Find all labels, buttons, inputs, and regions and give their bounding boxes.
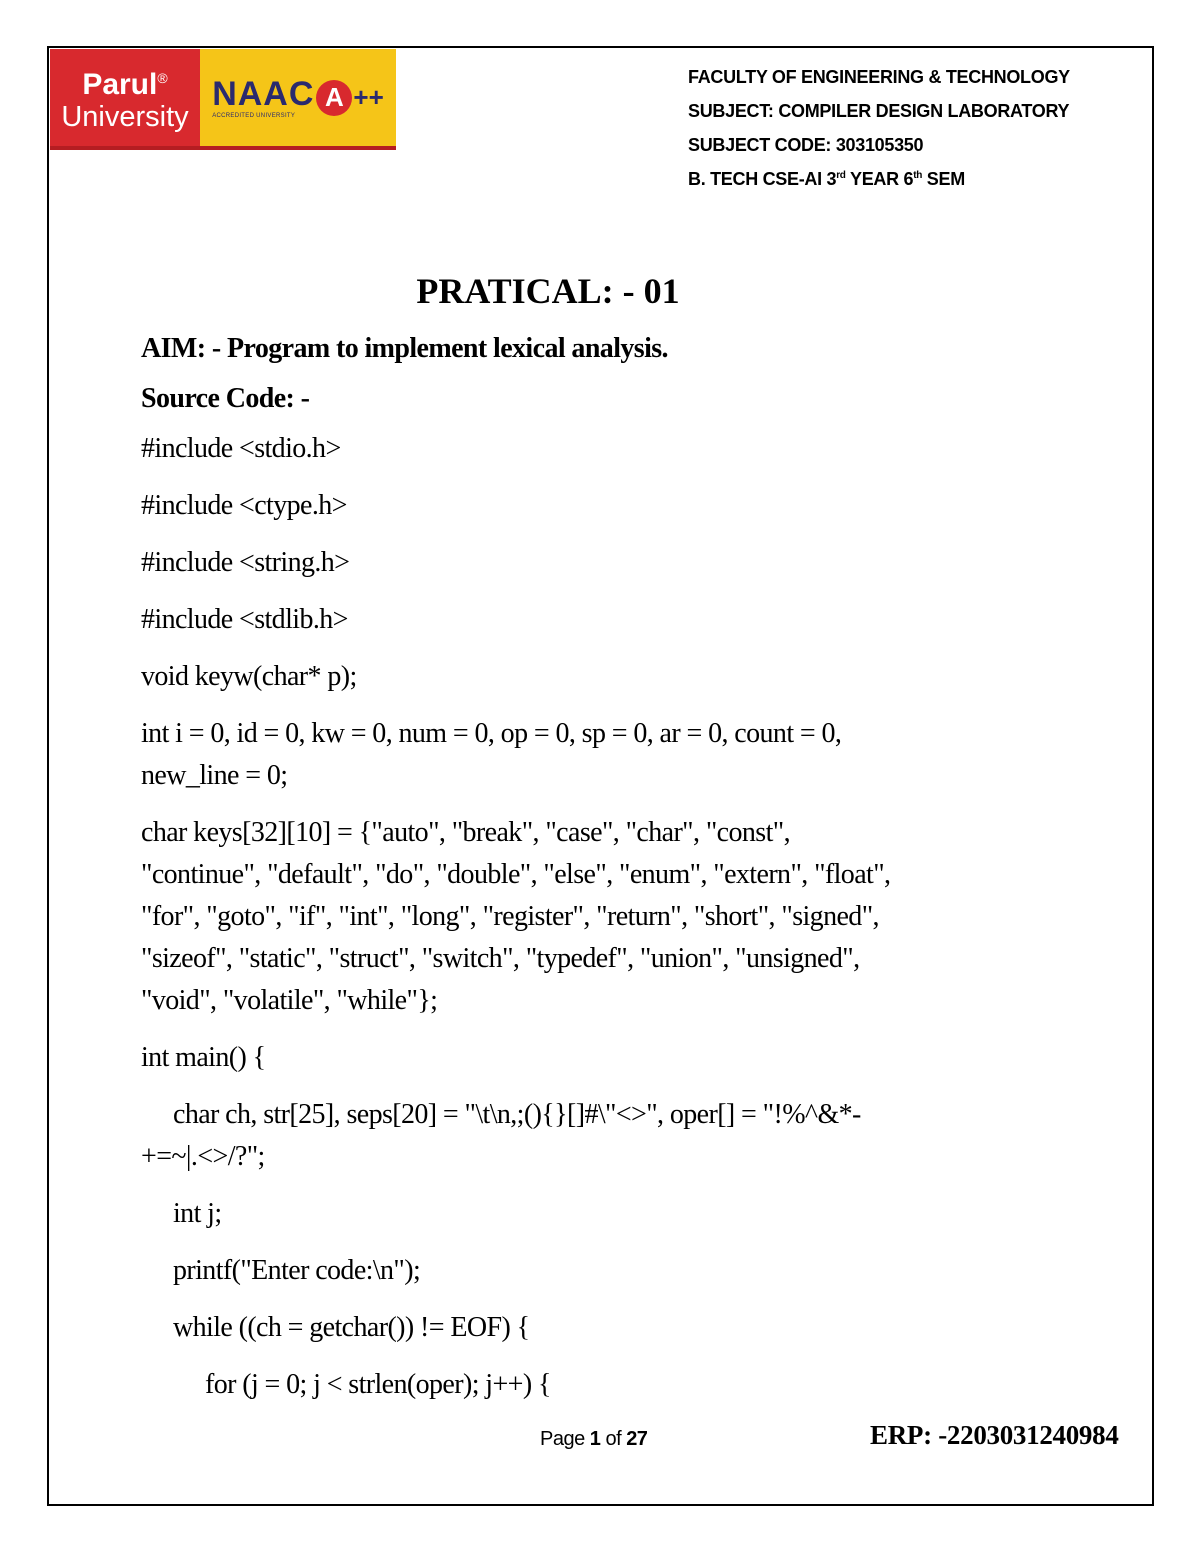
code-line-for: for (j = 0; j < strlen(oper); j++) {	[205, 1369, 551, 1400]
code-line-vars-1: int i = 0, id = 0, kw = 0, num = 0, op = 0, sp = 0, ar = 0, count = 0,	[141, 718, 842, 749]
code-line-keys-5: "void", "volatile", "while"};	[141, 985, 438, 1016]
naac-subtext: ACCREDITED UNIVERSITY	[212, 112, 296, 119]
code-line-keys-1: char keys[32][10] = {"auto", "break", "case", "char", "const",	[141, 817, 790, 848]
code-line-keys-3: "for", "goto", "if", "int", "long", "register", "return", "short", "signed",	[141, 901, 879, 932]
code-line-while: while ((ch = getchar()) != EOF) {	[173, 1312, 530, 1343]
code-line-prototype: void keyw(char* p);	[141, 661, 357, 692]
code-line-include-ctype: #include <ctype.h>	[141, 490, 347, 521]
logo-parul-text: Parul	[82, 68, 158, 101]
erp-number: ERP: -2203031240984	[870, 1420, 1119, 1450]
document-body	[141, 328, 1081, 1406]
logo-university-text: University	[61, 101, 189, 133]
source-code-label: Source Code: -	[141, 383, 310, 414]
subject-line: SUBJECT: COMPILER DESIGN LABORATORY	[688, 101, 1070, 121]
code-line-keys-4: "sizeof", "static", "struct", "switch", "typedef", "union", "unsigned",	[141, 943, 860, 974]
naac-text: NAAC	[212, 74, 315, 113]
naac-logo	[200, 49, 396, 150]
subject-code-line: SUBJECT CODE: 303105350	[688, 135, 924, 155]
faculty-line: FACULTY OF ENGINEERING & TECHNOLOGY	[688, 67, 1070, 87]
code-line-include-stdlib: #include <stdlib.h>	[141, 604, 348, 635]
code-line-decl-1: char ch, str[25], seps[20] = "\t\n,;(){}[]#\"<>", oper[] = "!%^&*-	[173, 1099, 861, 1130]
code-line-printf: printf("Enter code:\n");	[173, 1255, 421, 1286]
registered-mark: ®	[157, 70, 168, 86]
naac-grade-badge: A	[316, 80, 352, 116]
page-number: Page 1 of 27	[540, 1428, 648, 1450]
naac-grade-plus: ++	[353, 82, 384, 112]
code-line-keys-2: "continue", "default", "do", "double", "else", "enum", "extern", "float",	[141, 859, 891, 890]
course-line: B. TECH CSE-AI 3rd YEAR 6th SEM	[688, 169, 965, 189]
code-line-include-string: #include <string.h>	[141, 547, 350, 578]
code-line-vars-2: new_line = 0;	[141, 760, 288, 791]
code-line-include-stdio: #include <stdio.h>	[141, 433, 341, 464]
practical-title: PRATICAL: - 01	[416, 271, 680, 311]
code-line-int-j: int j;	[173, 1198, 222, 1229]
code-line-decl-2: +=~|.<>/?";	[141, 1141, 265, 1172]
parul-logo	[50, 49, 200, 150]
header-info	[688, 60, 1070, 196]
aim-line: AIM: - Program to implement lexical analysis.	[141, 333, 668, 364]
code-line-main: int main() {	[141, 1042, 266, 1073]
university-logo	[50, 49, 396, 150]
